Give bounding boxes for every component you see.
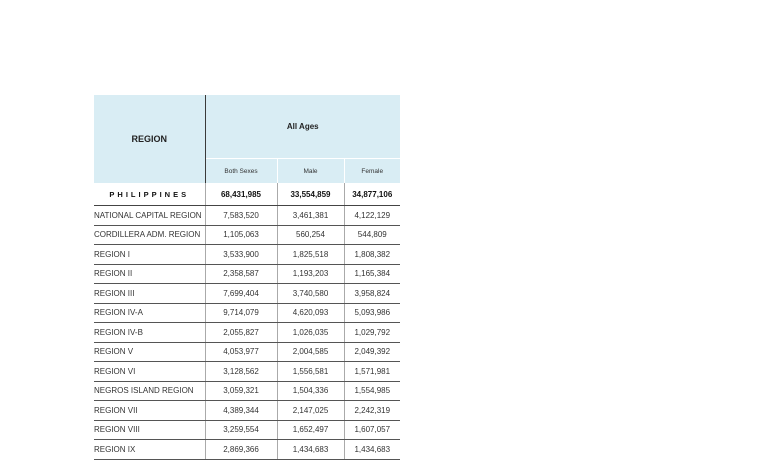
male-header: Male — [277, 159, 344, 184]
table-row — [94, 381, 400, 401]
both-sexes-header: Both Sexes — [205, 159, 277, 184]
female-cell: 544,809 — [344, 225, 400, 245]
female-cell: 1,554,985 — [344, 381, 400, 401]
male-cell: 1,825,518 — [277, 245, 344, 265]
all-ages-header: All Ages — [205, 95, 400, 159]
male-cell: 4,620,093 — [277, 303, 344, 323]
region-name-cell: REGION VIII — [94, 420, 205, 440]
both-sexes-cell: 7,699,404 — [205, 284, 277, 304]
male-cell: 1,434,683 — [277, 440, 344, 460]
male-cell: 1,026,035 — [277, 323, 344, 343]
population-table — [94, 95, 400, 460]
male-cell: 1,504,336 — [277, 381, 344, 401]
female-cell: 1,808,382 — [344, 245, 400, 265]
region-name-cell: CORDILLERA ADM. REGION — [94, 225, 205, 245]
region-name-cell: REGION III — [94, 284, 205, 304]
region-name-cell: NEGROS ISLAND REGION — [94, 381, 205, 401]
female-cell: 1,571,981 — [344, 362, 400, 382]
female-cell: 1,029,792 — [344, 323, 400, 343]
table-row — [94, 264, 400, 284]
region-name-cell: REGION I — [94, 245, 205, 265]
total-female-cell: 34,877,106 — [344, 183, 400, 206]
table-row — [94, 303, 400, 323]
female-cell: 1,434,683 — [344, 440, 400, 460]
region-name-cell: REGION VI — [94, 362, 205, 382]
region-name-cell: REGION IV-A — [94, 303, 205, 323]
table-row — [94, 323, 400, 343]
table-row — [94, 401, 400, 421]
population-table-container — [94, 95, 400, 454]
both-sexes-cell: 2,055,827 — [205, 323, 277, 343]
total-both-cell: 68,431,985 — [205, 183, 277, 206]
table-row — [94, 206, 400, 226]
female-cell: 2,049,392 — [344, 342, 400, 362]
male-cell: 560,254 — [277, 225, 344, 245]
table-row — [94, 284, 400, 304]
female-cell: 3,958,824 — [344, 284, 400, 304]
both-sexes-cell: 7,583,520 — [205, 206, 277, 226]
male-cell: 3,740,580 — [277, 284, 344, 304]
male-cell: 3,461,381 — [277, 206, 344, 226]
female-cell: 5,093,986 — [344, 303, 400, 323]
total-male-cell: 33,554,859 — [277, 183, 344, 206]
total-name-cell: PHILIPPINES — [94, 183, 205, 206]
both-sexes-cell: 3,533,900 — [205, 245, 277, 265]
both-sexes-cell: 4,053,977 — [205, 342, 277, 362]
both-sexes-cell: 3,059,321 — [205, 381, 277, 401]
both-sexes-cell: 2,869,366 — [205, 440, 277, 460]
table-row — [94, 420, 400, 440]
female-cell: 4,122,129 — [344, 206, 400, 226]
male-cell: 2,147,025 — [277, 401, 344, 421]
table-row — [94, 440, 400, 460]
both-sexes-cell: 3,259,554 — [205, 420, 277, 440]
female-cell: 1,165,384 — [344, 264, 400, 284]
region-column-header: REGION — [94, 95, 205, 183]
both-sexes-cell: 1,105,063 — [205, 225, 277, 245]
female-header: Female — [344, 159, 400, 184]
region-name-cell: REGION IX — [94, 440, 205, 460]
both-sexes-cell: 4,389,344 — [205, 401, 277, 421]
female-cell: 2,242,319 — [344, 401, 400, 421]
philippines-total-row — [94, 183, 400, 206]
male-cell: 1,652,497 — [277, 420, 344, 440]
table-row — [94, 342, 400, 362]
region-name-cell: REGION II — [94, 264, 205, 284]
male-cell: 1,193,203 — [277, 264, 344, 284]
region-name-cell: REGION V — [94, 342, 205, 362]
region-name-cell: REGION IV-B — [94, 323, 205, 343]
male-cell: 2,004,585 — [277, 342, 344, 362]
both-sexes-cell: 2,358,587 — [205, 264, 277, 284]
male-cell: 1,556,581 — [277, 362, 344, 382]
both-sexes-cell: 3,128,562 — [205, 362, 277, 382]
female-cell: 1,607,057 — [344, 420, 400, 440]
region-name-cell: NATIONAL CAPITAL REGION — [94, 206, 205, 226]
table-row — [94, 362, 400, 382]
table-row — [94, 225, 400, 245]
region-name-cell: REGION VII — [94, 401, 205, 421]
table-row — [94, 245, 400, 265]
both-sexes-cell: 9,714,079 — [205, 303, 277, 323]
